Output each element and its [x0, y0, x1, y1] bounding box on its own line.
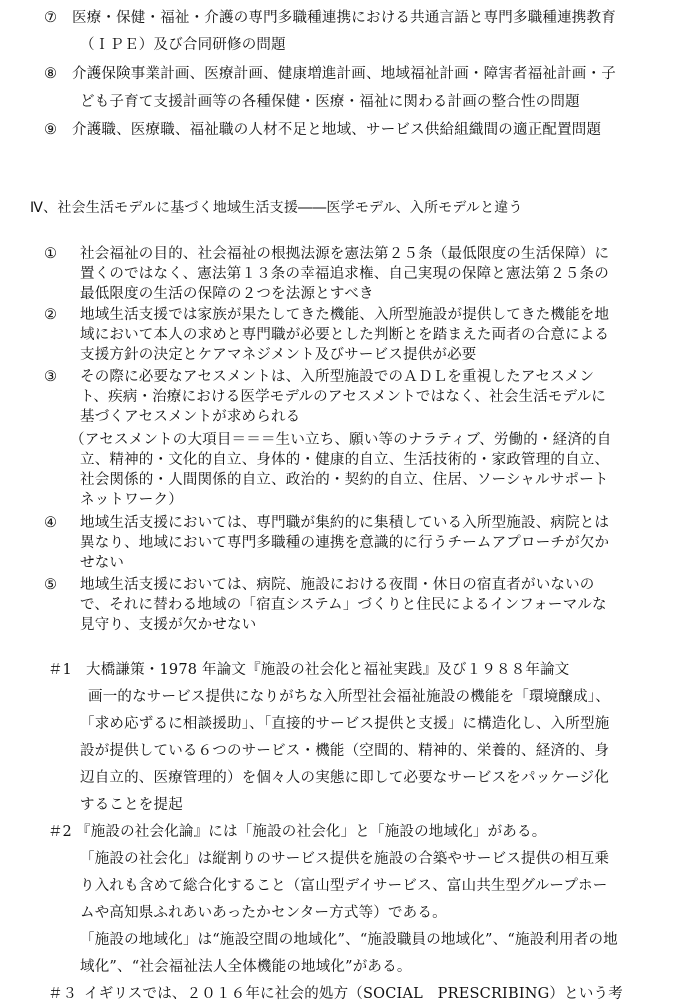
item-1-line-1: 社会福祉の目的、社会福祉の根拠法源を憲法第２５条（最低限度の生活保障）に: [80, 246, 610, 262]
note-1-line-3: 「求め応ずるに相談援助」、「直接的サービス提供と支援」に構造化し、入所型施: [80, 716, 610, 732]
note-1-line-2: 画一的なサービス提供になりがちな入所型社会福祉施設の機能を「環境醸成」、: [88, 689, 610, 705]
item-1-line-2: 置くのではなく、憲法第１３条の幸福追求権、自己実現の保障と憲法第２５条の: [80, 266, 609, 282]
note-1-line-6: することを提起: [80, 797, 183, 813]
assessment-line-3: 社会関係的・人間関係的自立、政治的・契約的自立、住居、ソーシャルサポート: [80, 472, 609, 488]
note-2-line-2: 「施設の社会化」は縦割りのサービス提供を施設の合築やサービス提供の相互乗: [80, 851, 610, 867]
note-1-line-1: 大橋謙策・1978 年論文『施設の社会化と福祉実践』及び１９８８年論文: [86, 662, 570, 678]
assessment-line-4: ネットワーク）: [80, 492, 183, 508]
item-5-line-3: 見守り、支援が欠かせない: [80, 617, 257, 633]
assessment-line-1: （アセスメントの大項目＝＝＝生い立ち、願い等のナラティブ、労働的・経済的自: [70, 432, 612, 448]
item-3-line-3: 基づくアセスメントが求められる: [80, 409, 301, 425]
note-2-line-5: 「施設の地域化」は“施設空間の地域化”、“施設職員の地域化”、“施設利用者の地: [80, 932, 618, 948]
item-5-number: ⑤: [44, 577, 57, 593]
item-7-number: ⑦: [44, 10, 57, 26]
item-8-number: ⑧: [44, 66, 57, 82]
item-2-number: ②: [44, 307, 57, 323]
item-8-line-1: 介護保険事業計画、医療計画、健康増進計画、地域福祉計画・障害者福祉計画・子: [72, 66, 616, 82]
item-3-line-1: その際に必要なアセスメントは、入所型施設でのＡＤＬを重視したアセスメン: [80, 369, 595, 385]
item-1-line-3: 最低限度の生活の保障の２つを法源とすべき: [80, 286, 374, 302]
item-4-line-1: 地域生活支援においては、専門職が集約的に集積している入所型施設、病院とは: [80, 515, 610, 531]
section-4-heading: Ⅳ、社会生活モデルに基づく地域生活支援――医学モデル、入所モデルと違う: [30, 200, 523, 216]
note-2-line-4: ムや高知県ふれあいあったかセンター方式等）である。: [80, 905, 447, 921]
item-2-line-1: 地域生活支援では家族が果たしてきた機能、入所型施設が提供してきた機能を地: [80, 307, 610, 323]
note-3-number: ＃３: [48, 986, 77, 1002]
item-2-line-3: 支援方針の決定とケアマネジメント及びサービス提供が必要: [80, 347, 477, 363]
note-2-line-6: 域化”、“社会福祉法人全体機能の地域化”がある。: [80, 959, 412, 975]
note-1-line-5: 辺自立的、医療管理的）を個々人の実態に即して必要なサービスをパッケージ化: [80, 770, 609, 786]
item-7-line-1: 医療・保健・福祉・介護の専門多職種連携における共通言語と専門多職種連携教育: [72, 10, 616, 26]
note-1-line-4: 設が提供している６つのサービス・機能（空間的、精神的、栄養的、経済的、身: [80, 743, 610, 759]
item-1-number: ①: [44, 246, 57, 262]
item-2-line-2: 域において本人の求めと専門職が必要とした判断とを踏まえた両者の合意による: [80, 327, 610, 343]
item-8-line-2: ども子育て支援計画等の各種保健・医療・福祉に関わる計画の整合性の問題: [80, 94, 580, 110]
note-2-line-1: 『施設の社会化論』には「施設の社会化」と「施設の地域化」がある。: [76, 824, 547, 840]
note-2-line-3: り入れも含めて総合化すること（富山型デイサービス、富山共生型グループホー: [80, 878, 608, 894]
note-2-number: ＃2: [48, 824, 72, 840]
item-4-line-3: せない: [80, 555, 125, 571]
note-3-line-1: イギリスでは、２０１６年に社会的処方（SOCIAL PRESCRIBING）という考: [84, 986, 623, 1002]
item-9-number: ⑨: [44, 122, 57, 138]
item-4-number: ④: [44, 515, 57, 531]
item-5-line-1: 地域生活支援においては、病院、施設における夜間・休日の宿直者がいないの: [80, 577, 595, 593]
note-1-number: ＃1: [48, 662, 72, 678]
item-3-line-2: ト、疾病・治療における医学モデルのアセスメントではなく、社会生活モデルに: [80, 389, 607, 405]
item-9-line-1: 介護職、医療職、福祉職の人材不足と地域、サービス供給組織間の適正配置問題: [72, 122, 602, 138]
item-3-number: ③: [44, 369, 57, 385]
item-5-line-2: で、それに替わる地域の「宿直システム」づくりと住民によるインフォーマルな: [80, 597, 607, 613]
assessment-line-2: 立、精神的・文化的自立、身体的・健康的自立、生活技術的・家政管理的自立、: [80, 452, 610, 468]
item-4-line-2: 異なり、地域において専門多職種の連携を意識的に行うチームアプローチが欠か: [80, 535, 610, 551]
item-7-line-2: （ＩＰＥ）及び合同研修の問題: [80, 37, 286, 53]
